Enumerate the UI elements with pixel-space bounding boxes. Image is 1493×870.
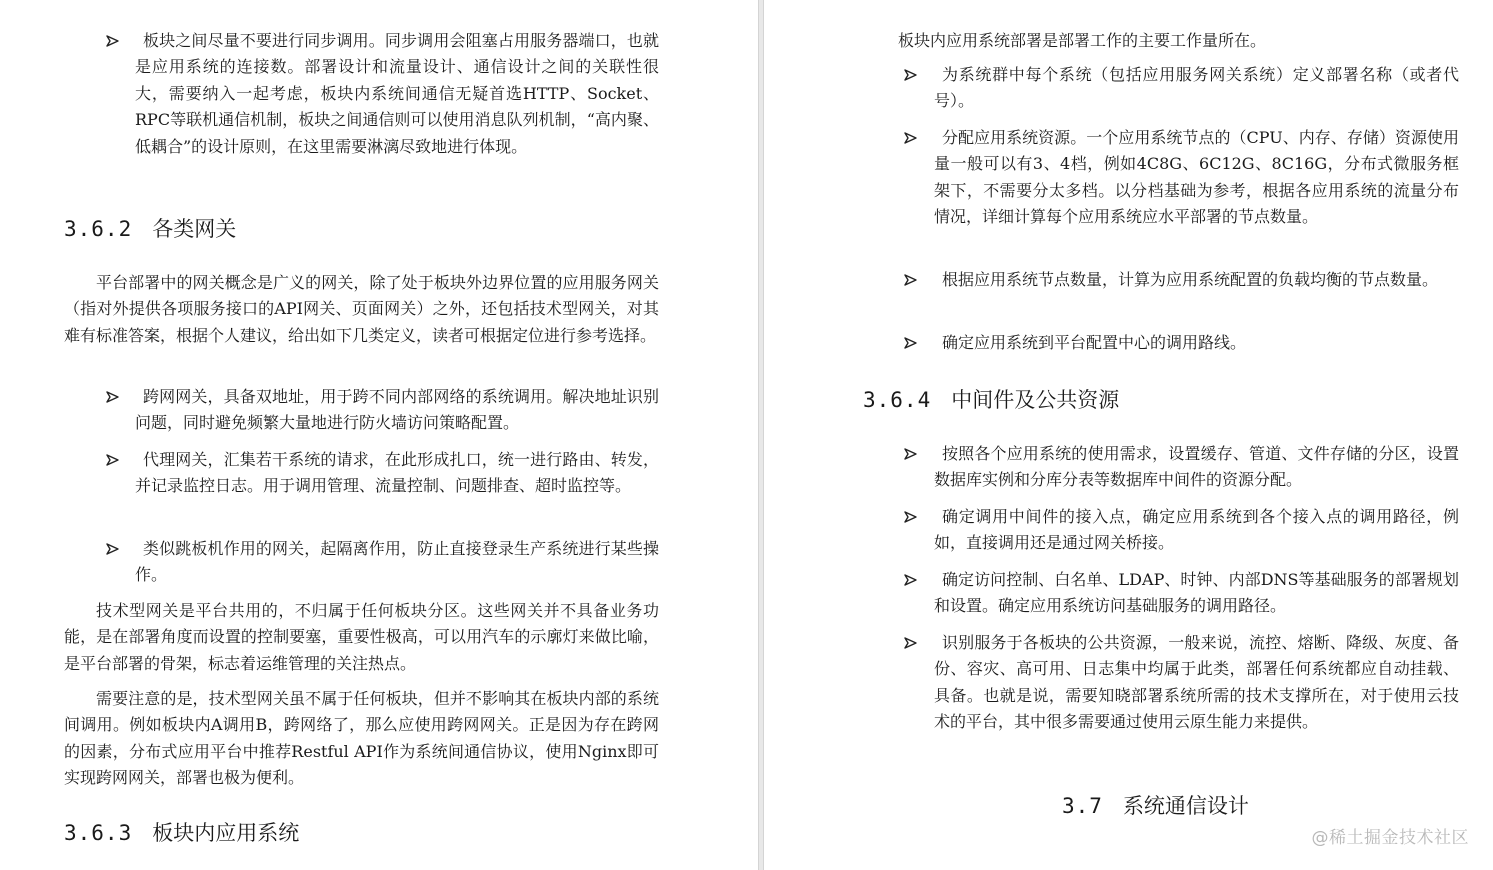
watermark: @稀土掘金技术社区 xyxy=(1311,828,1469,848)
tech-gateway-text: 技术型网关是平台共用的，不归属于任何板块分区。这些网关并不具备业务功能，是在部署角度而设置的控制要塞，重要性极高，可以用汽车的示廓灯来做比喻，是平台部署的骨架，标志着运维管理的关注热点。 xyxy=(64,601,659,673)
bullet-text: 代理网关，汇集若干系统的请求，在此形成扎口，统一进行路由、转发，并记录监控日志。用于调用管理、流量控制、问题排查、超时监控等。 xyxy=(135,450,659,496)
paragraph xyxy=(898,28,1458,54)
list-item xyxy=(902,125,1459,231)
right-page xyxy=(764,0,1493,870)
bullet-text: 为系统群中每个系统（包括应用服务网关系统）定义部署名称（或者代号）。 xyxy=(934,65,1459,111)
section-title: 系统通信设计 xyxy=(1122,794,1249,818)
bullet-text: 根据应用系统节点数量，计算为应用系统配置的负载均衡的节点数量。 xyxy=(942,270,1439,289)
deploy-intro-text: 板块内应用系统部署是部署工作的主要工作量所在。 xyxy=(898,31,1267,50)
bullet-text: 跨网网关，具备双地址，用于跨不同内部网络的系统调用。解决地址识别问题，同时避免频繁大量地进行防火墙访问策略配置。 xyxy=(135,387,659,433)
arrowhead-bullet-icon xyxy=(902,271,920,289)
bullet-text: 类似跳板机作用的网关，起隔离作用，防止直接登录生产系统进行某些操作。 xyxy=(135,539,659,585)
bullet-text: 确定调用中间件的接入点，确定应用系统到各个接入点的调用路径，例如，直接调用还是通过网关桥接。 xyxy=(934,507,1459,553)
arrowhead-bullet-icon xyxy=(902,129,920,147)
section-heading-3-7 xyxy=(1062,792,1249,820)
bullet-text: 识别服务于各板块的公共资源，一般来说，流控、熔断、降级、灰度、备份、容灾、高可用、日志集中均属于此类，部署任何系统都应自动挂载、具备。也就是说，需要知晓部署系统所需的技术支撑所在，对于使用云技术的平台，其中很多需要通过使用云原生能力来提供。 xyxy=(934,633,1459,732)
arrowhead-bullet-icon xyxy=(104,540,122,558)
paragraph xyxy=(64,270,659,349)
paragraph xyxy=(64,598,659,677)
section-title: 中间件及公共资源 xyxy=(951,388,1120,412)
arrowhead-bullet-icon xyxy=(902,66,920,84)
list-item xyxy=(902,330,1459,356)
list-item xyxy=(104,536,659,589)
arrowhead-bullet-icon xyxy=(104,32,122,50)
section-title: 板块内应用系统 xyxy=(152,821,300,845)
list-item xyxy=(902,267,1459,293)
section-heading-3-6-3 xyxy=(64,819,299,847)
section-number: 3.6.2 xyxy=(64,217,133,241)
list-item xyxy=(902,62,1459,115)
bullet-text: 确定应用系统到平台配置中心的调用路线。 xyxy=(942,333,1247,352)
section-number: 3.6.4 xyxy=(863,388,932,412)
list-item xyxy=(902,504,1459,557)
list-item xyxy=(104,384,659,437)
paragraph xyxy=(64,686,659,792)
section-title: 各类网关 xyxy=(152,217,237,241)
section-heading-3-6-2 xyxy=(64,215,236,243)
section-heading-3-6-4 xyxy=(863,386,1119,414)
arrowhead-bullet-icon xyxy=(104,388,122,406)
arrowhead-bullet-icon xyxy=(902,508,920,526)
gateway-intro-text: 平台部署中的网关概念是广义的网关，除了处于板块外边界位置的应用服务网关（指对外提供各项服务接口的API网关、页面网关）之外，还包括技术型网关，对其难有标准答案，根据个人建议，给出如下几类定义，读者可根据定位进行参考选择。 xyxy=(64,273,659,345)
bullet-text: 分配应用系统资源。一个应用系统节点的（CPU、内存、存储）资源使用量一般可以有3、4档，例如4C8G、6C12G、8C16G，分布式微服务框架下，不需要分太多档。以分档基础为参考，根据各应用系统的流量分布情况，详细计算每个应用系统应水平部署的节点数量。 xyxy=(934,128,1459,227)
arrowhead-bullet-icon xyxy=(902,634,920,652)
list-item xyxy=(902,441,1459,494)
list-item xyxy=(104,447,659,500)
arrowhead-bullet-icon xyxy=(902,571,920,589)
bullet-text: 确定访问控制、白名单、LDAP、时钟、内部DNS等基础服务的部署规划和设置。确定应用系统访问基础服务的调用路径。 xyxy=(934,570,1459,616)
list-item xyxy=(902,630,1459,736)
list-item xyxy=(902,567,1459,620)
bullet-text: 板块之间尽量不要进行同步调用。同步调用会阻塞占用服务器端口，也就是应用系统的连接数。部署设计和流量设计、通信设计之间的关联性很大，需要纳入一起考虑，板块内系统间通信无疑首选HTTP、Socket、RPC等联机通信机制，板块之间通信则可以使用消息队列机制，“高内聚、低耦合”的设计原则，在这里需要淋漓尽致地进行体现。 xyxy=(135,31,659,156)
bullet-text: 按照各个应用系统的使用需求，设置缓存、管道、文件存储的分区，设置数据库实例和分库分表等数据库中间件的资源分配。 xyxy=(934,444,1459,490)
list-item xyxy=(104,28,659,160)
section-number: 3.6.3 xyxy=(64,821,133,845)
arrowhead-bullet-icon xyxy=(104,451,122,469)
arrowhead-bullet-icon xyxy=(902,334,920,352)
attention-text: 需要注意的是，技术型网关虽不属于任何板块，但并不影响其在板块内部的系统间调用。例如板块内A调用B，跨网络了，那么应使用跨网网关。正是因为存在跨网的因素，分布式应用平台中推荐Restful API作为系统间通信协议，使用Nginx即可实现跨网网关，部署也极为便利。 xyxy=(64,689,659,788)
section-number: 3.7 xyxy=(1062,794,1103,818)
arrowhead-bullet-icon xyxy=(902,445,920,463)
